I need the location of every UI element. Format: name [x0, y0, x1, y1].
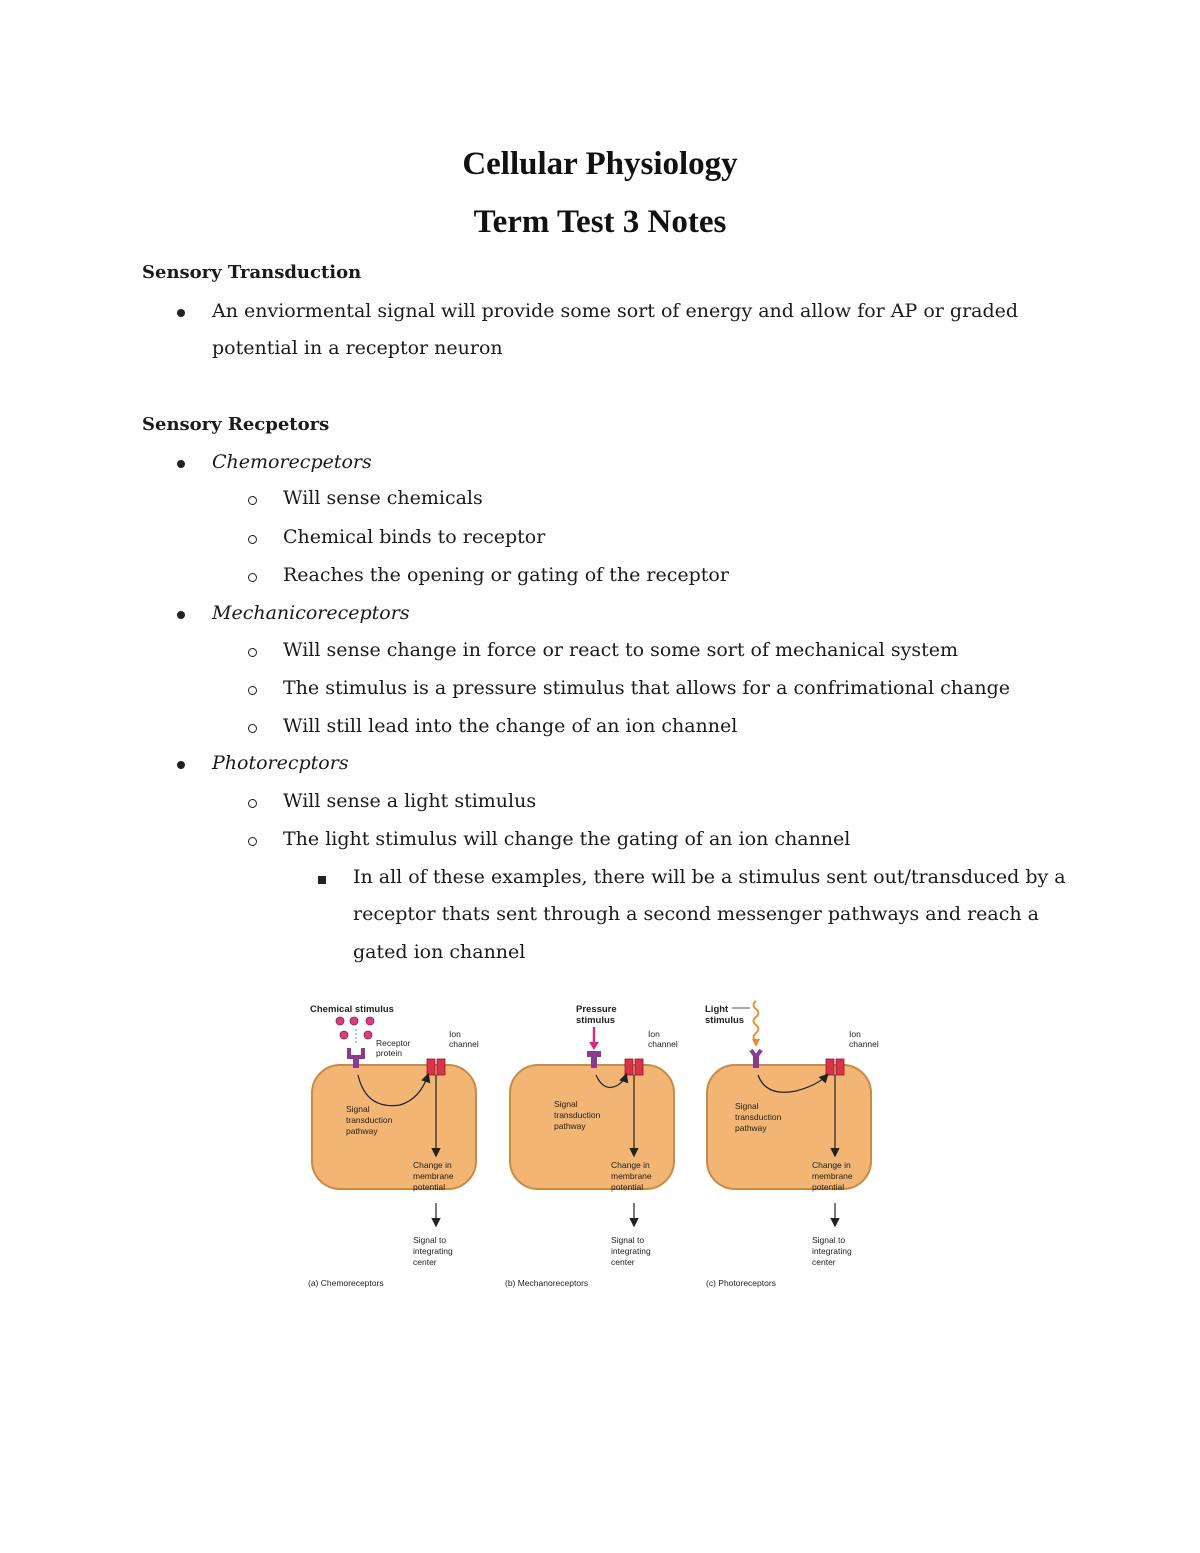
- sub-list-item: Chemical binds to receptor: [283, 526, 546, 548]
- chemical-molecule-icon: [366, 1017, 374, 1025]
- sub-bullet-circle: [248, 496, 257, 505]
- section-heading-sensory-receptors: Sensory Recpetors: [142, 414, 330, 435]
- bullet-dot: [177, 611, 185, 619]
- document-title: Cellular Physiology: [462, 146, 738, 182]
- panel-c-stimulus-label: Light: [705, 1004, 729, 1015]
- change-label: Change in: [812, 1160, 851, 1170]
- sub-list-item: The light stimulus will change the gating of an ion channel: [283, 828, 851, 850]
- bullet-dot: [177, 309, 185, 317]
- sub-bullet-circle: [248, 799, 257, 808]
- signal-label: center: [413, 1257, 437, 1267]
- bullet-dot: [177, 761, 185, 769]
- mechanoreceptor-icon: [587, 1051, 601, 1057]
- pathway-label: pathway: [735, 1123, 767, 1133]
- sub-bullet-circle: [248, 724, 257, 733]
- signal-label: center: [611, 1257, 635, 1267]
- signal-label: Signal to: [413, 1235, 447, 1245]
- sub-list-item: Reaches the opening or gating of the receptor: [283, 564, 729, 586]
- sensory-receptors-figure: [300, 995, 900, 1295]
- signal-label: integrating: [413, 1246, 453, 1256]
- ion-channel-icon: [437, 1059, 445, 1075]
- note-line: gated ion channel: [353, 941, 526, 963]
- ion-channel-icon: [635, 1059, 643, 1075]
- sub-bullet-circle: [248, 837, 257, 846]
- sub-bullet-circle: [248, 535, 257, 544]
- ion-channel-icon: [826, 1059, 834, 1075]
- receptor-label: protein: [376, 1048, 402, 1058]
- change-label: membrane: [611, 1171, 652, 1181]
- change-label: Change in: [413, 1160, 452, 1170]
- sub-list-item: Will sense a light stimulus: [283, 790, 537, 812]
- note-line: receptor thats sent through a second messenger pathways and reach a: [353, 903, 1039, 925]
- sub-bullet-circle: [248, 573, 257, 582]
- panel-c-photoreceptors: [705, 1001, 879, 1288]
- sub-bullet-circle: [248, 648, 257, 657]
- ion-channel-icon: [836, 1059, 844, 1075]
- panel-a-caption: (a) Chemoreceptors: [308, 1278, 384, 1288]
- signal-label: integrating: [611, 1246, 651, 1256]
- sub-bullet-circle: [248, 686, 257, 695]
- pathway-label: Signal: [735, 1101, 759, 1111]
- ion-channel-label: Ion: [449, 1029, 461, 1039]
- pathway-label: transduction: [735, 1112, 782, 1122]
- chemical-molecule-icon: [340, 1031, 348, 1039]
- chemical-molecule-icon: [336, 1017, 344, 1025]
- change-label: membrane: [413, 1171, 454, 1181]
- pathway-label: transduction: [346, 1115, 393, 1125]
- bullet-dot: [177, 460, 185, 468]
- ion-channel-icon: [427, 1059, 435, 1075]
- receptor-label: Receptor: [376, 1038, 411, 1048]
- panel-a-stimulus-label: Chemical stimulus: [310, 1004, 394, 1015]
- chemical-molecule-icon: [364, 1031, 372, 1039]
- signal-label: center: [812, 1257, 836, 1267]
- panel-b-caption: (b) Mechanoreceptors: [505, 1278, 589, 1288]
- sub-list-item: Will sense chemicals: [283, 487, 483, 509]
- pathway-label: transduction: [554, 1110, 601, 1120]
- ion-channel-label: channel: [849, 1039, 879, 1049]
- pathway-label: Signal: [554, 1099, 578, 1109]
- ion-channel-label: Ion: [849, 1029, 861, 1039]
- sub-sub-bullet-square: [318, 876, 326, 884]
- ion-channel-icon: [625, 1059, 633, 1075]
- panel-a-chemoreceptors: [308, 1004, 479, 1288]
- bullet-text-continued: potential in a receptor neuron: [212, 337, 503, 359]
- receptor-protein-stem: [353, 1055, 359, 1068]
- panel-b-stimulus-label: stimulus: [576, 1015, 616, 1026]
- panel-c-stimulus-label: stimulus: [705, 1015, 745, 1026]
- document-subtitle: Term Test 3 Notes: [473, 204, 727, 240]
- pathway-label: Signal: [346, 1104, 370, 1114]
- photoreceptor-icon: [751, 1050, 761, 1057]
- chemical-molecule-icon: [350, 1017, 358, 1025]
- signal-label: Signal to: [611, 1235, 645, 1245]
- section-heading-sensory-transduction: Sensory Transduction: [142, 262, 362, 283]
- sub-list-item: The stimulus is a pressure stimulus that allows for a confrimational change: [283, 677, 1011, 699]
- sub-list-item: Will still lead into the change of an ion channel: [283, 715, 738, 737]
- change-label: potential: [413, 1182, 446, 1192]
- change-label: potential: [611, 1182, 644, 1192]
- signal-label: Signal to: [812, 1235, 846, 1245]
- ion-channel-label: channel: [449, 1039, 479, 1049]
- panel-b-stimulus-label: Pressure: [576, 1004, 617, 1015]
- ion-channel-label: channel: [648, 1039, 678, 1049]
- pathway-label: pathway: [554, 1121, 586, 1131]
- panel-c-caption: (c) Photoreceptors: [706, 1278, 776, 1288]
- list-item-photoreceptors: Photorecptors: [212, 752, 349, 774]
- ion-channel-label: Ion: [648, 1029, 660, 1039]
- note-line: In all of these examples, there will be a stimulus sent out/transduced by a: [353, 866, 1066, 888]
- change-label: membrane: [812, 1171, 853, 1181]
- list-item-chemoreceptors: Chemorecpetors: [212, 451, 372, 473]
- light-wave-icon: [754, 1001, 759, 1041]
- pathway-label: pathway: [346, 1126, 378, 1136]
- change-label: potential: [812, 1182, 845, 1192]
- sub-list-item: Will sense change in force or react to some sort of mechanical system: [283, 639, 959, 661]
- panel-b-mechanoreceptors: [505, 1004, 678, 1288]
- change-label: Change in: [611, 1160, 650, 1170]
- signal-label: integrating: [812, 1246, 852, 1256]
- bullet-text: An enviormental signal will provide some sort of energy and allow for AP or graded: [212, 300, 1019, 322]
- list-item-mechanoreceptors: Mechanicoreceptors: [212, 602, 410, 624]
